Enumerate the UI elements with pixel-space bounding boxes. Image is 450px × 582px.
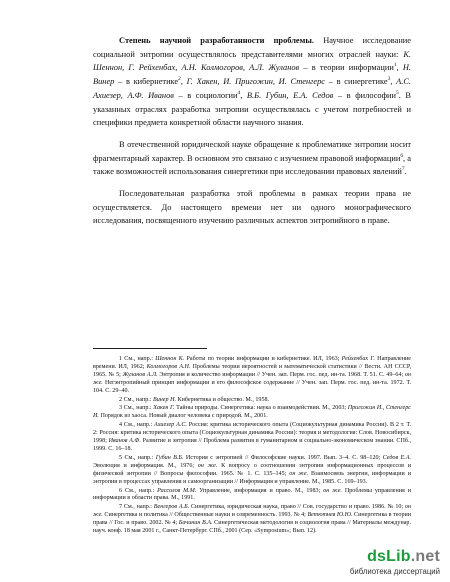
main-text [93,34,411,228]
footnote-ref: 5 [396,90,399,97]
footnote-divider [93,348,207,349]
footnote: 3 См., напр.: Хакен Г. Тайны природы. Синергетика: наука о взаимодействии. М., 2003; Пригожин И., Стенгерс И. Порядок из хаоса. Новый диалог человека с природой. М., 2001. [93,405,411,420]
footnote-ref: 4 [237,90,241,97]
footnote-ref: 1 [393,62,397,69]
footnote: 6 См., напр.: Рассолов М.М. Управление, информация и право. М., 1983; он же. Проблемы управления и информации в области права. М., 1991. [93,487,411,502]
site-logo[interactable] [350,548,440,576]
footnote-ref: 6 [400,152,404,159]
footnote-ref: 2 [178,76,181,83]
footnote: 4 См., напр.: Ахиезер А.С. Россия: критика исторического опыта (Социокультурная динамика России). В 2 т. Т. 2: Россия: критика исторического опыта (Социокультурная динамика России): теория и методология: Слов. Новосибирск, 1998; Иванов А.Ф. Развитие и энтропия // Проблема развития в гуманитарном и социально-экономическом знании. СПб., 1999. С. 16–18. [93,422,411,452]
paragraph-theory-of-law: Последовательная разработка этой проблемы в рамках теории права не осуществляется. До настоящего времени нет ни одного монографического исследования, посвященного изучению различных аспектов энтропийного в праве. [93,189,411,226]
footnote: 1 См., напр.: Шеннон К. Работы по теории информации и кибернетике. ИЛ, 1963; Рейхенбах Г. Направление времени. ИЛ, 1962; Колмогоров А.Н. Проблемы теории вероятностей и математической статистики // Вести. АН СССР, 1965. № 5; Жуланов А.Л. Энтропия и количество информации // Учен. зап. Перм. гос. пед. ин-та. 1968. Т. 51. С. 49–64; он же. Негэнтропийный принцип информации и его философское содержание // Учен. зап. Перм. гос. пед. ин-та. 1972. Т. 104. С. 29–40. [93,356,411,394]
footnote: 7 См., напр.: Венгеров А.Б. Синергетика, юридическая наука, право // Сов. государство и право. 1986. № 10; он же. Синергетика и политика // Общественные науки и современность. 1993. № 4; Ветютнев Ю.Ю. Синергетика в теории права // Гос. и право. 2002. № 4; Бачинин В.А. Синергетическая методология и социология права // Материалы междунар. науч. конф. 18 мая 2001 г., Санкт-Петербург. СПб., 2001 (Сер. «Symposium»; Вып. 12). [93,504,412,535]
footnote-ref: 3 [387,76,391,83]
footnote: 5 См., напр.: Губин В.Б. История с энтропией // Философские науки. 1997. Вып. 3–4. С. 98–120; Седов Е.А. Эволюция и информация. М., 1976; он же. К вопросу о соотношении энтропии информационных процессов и физической энтропии // Вопросы философии. 1965. № 1. С. 135–145; он же. Взаимосвязь энергии, информации и энтропии в процессах управления и самоорганизации // Информация и управление. М., 1985. С. 169–193. [93,454,412,485]
footnotes [93,356,411,537]
footnote: 2 См., напр.: Винер Н. Кибернетика и общество. М., 1958. [119,396,270,403]
footnote-ref: 7 [401,166,405,173]
paragraph-legal-science: В отечественной юридической науке обращение к проблематике энтропии носит фрагментарный характер. В основном это связано с изучением правовой информации$^6$, а также возможностей использования синергетики при исследовании правовых явлений$^7$. [93,139,412,177]
site-logo-name [350,548,440,566]
site-tagline: библиотека диссертаций [349,567,440,576]
site-logo-suffix: .net [410,548,440,565]
site-logo-main: dsLib [367,548,411,565]
paragraph-scientific-development: Степень научной разработанности проблемы. Научное исследование социальной энтропии осуществлялось представителями многих отраслей науки: К. Шеннон, Г. Рейхенбах, А.Н. Колмогоров, А.Л. Жуланов – в теории информации$^1$, Н. Винер – в кибернетике$^2$, Г. Хакен, И. Пригожин, И. Стенгерс – в синергетике$^3$, А.С. Ахиезер, А.Ф. Иванов – в социологии$^4$, В.Б. Губин, Е.А. Седов – в философии$^5$. В указанных отраслях разработка энтропии осуществлялась с учетом потребностей и специфики предмета конкретной области научного знания. [93,36,412,128]
